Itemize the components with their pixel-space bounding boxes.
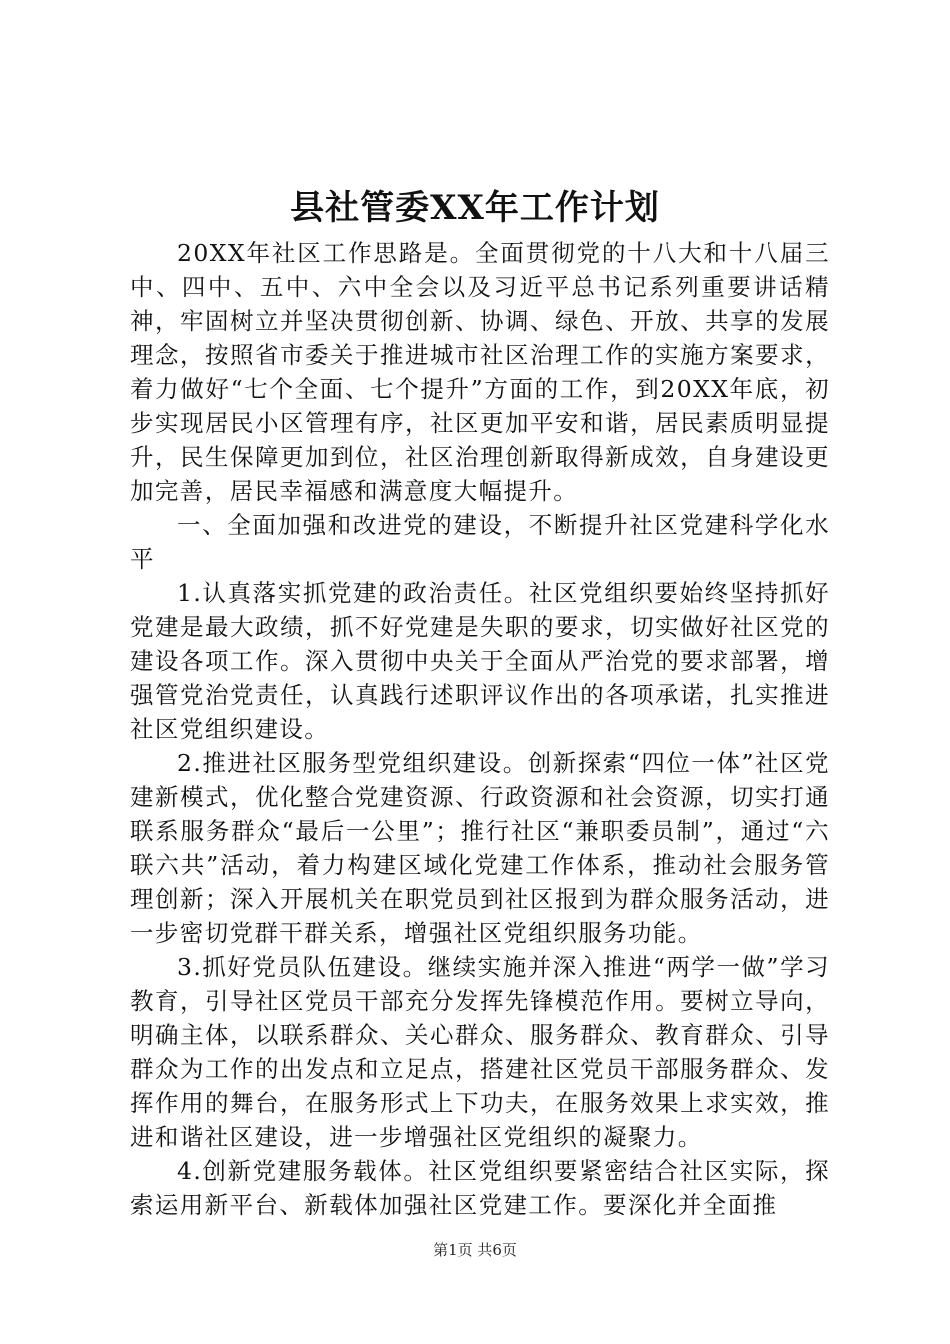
paragraph-item-1: 1.认真落实抓党建的政治责任。社区党组织要始终坚持抓好党建是最大政绩，抓不好党建是失职的要求，切实做好社区党的建设各项工作。深入贯彻中央关于全面从严治党的要求部署，增强管党治党责任，认真践行述职评议作出的各项承诺，扎实推进社区党组织建设。 <box>130 579 830 743</box>
document-body <box>130 236 830 1222</box>
section-heading-1: 一、全面加强和改进党的建设，不断提升社区党建科学化水平 <box>130 511 830 573</box>
paragraph-intro: 20XX年社区工作思路是。全面贯彻党的十八大和十八届三中、四中、五中、六中全会以及习近平总书记系列重要讲话精神，牢固树立并坚决贯彻创新、协调、绿色、开放、共享的发展理念，按照省市委关于推进城市社区治理工作的实施方案要求，着力做好“七个全面、七个提升”方面的工作，到20XX年底，初步实现居民小区管理有序，社区更加平安和谐，居民素质明显提升，民生保障更加到位，社区治理创新取得新成效，自身建设更加完善，居民幸福感和满意度大幅提升。 <box>130 239 830 505</box>
page-footer: 第1页 共6页 <box>433 1241 517 1259</box>
document-title: 县社管委XX年工作计划 <box>290 188 660 228</box>
paragraph-item-4: 4.创新党建服务载体。社区党组织要紧密结合社区实际，探索运用新平台、新载体加强社区党建工作。要深化并全面推 <box>130 1157 830 1219</box>
paragraph-item-3: 3.抓好党员队伍建设。继续实施并深入推进“两学一做”学习教育，引导社区党员干部充分发挥先锋模范作用。要树立导向，明确主体，以联系群众、关心群众、服务群众、教育群众、引导群众为工作的出发点和立足点，搭建社区党员干部服务群众、发挥作用的舞台，在服务形式上下功夫，在服务效果上求实效，推进和谐社区建设，进一步增强社区党组织的凝聚力。 <box>130 953 830 1151</box>
paragraph-item-2: 2.推进社区服务型党组织建设。创新探索“四位一体”社区党建新模式，优化整合党建资源、行政资源和社会资源，切实打通联系服务群众“最后一公里”；推行社区“兼职委员制”，通过“六联六共”活动，着力构建区域化党建工作体系，推动社会服务管理创新；深入开展机关在职党员到社区报到为群众服务活动，进一步密切党群干群关系，增强社区党组织服务功能。 <box>130 749 830 947</box>
